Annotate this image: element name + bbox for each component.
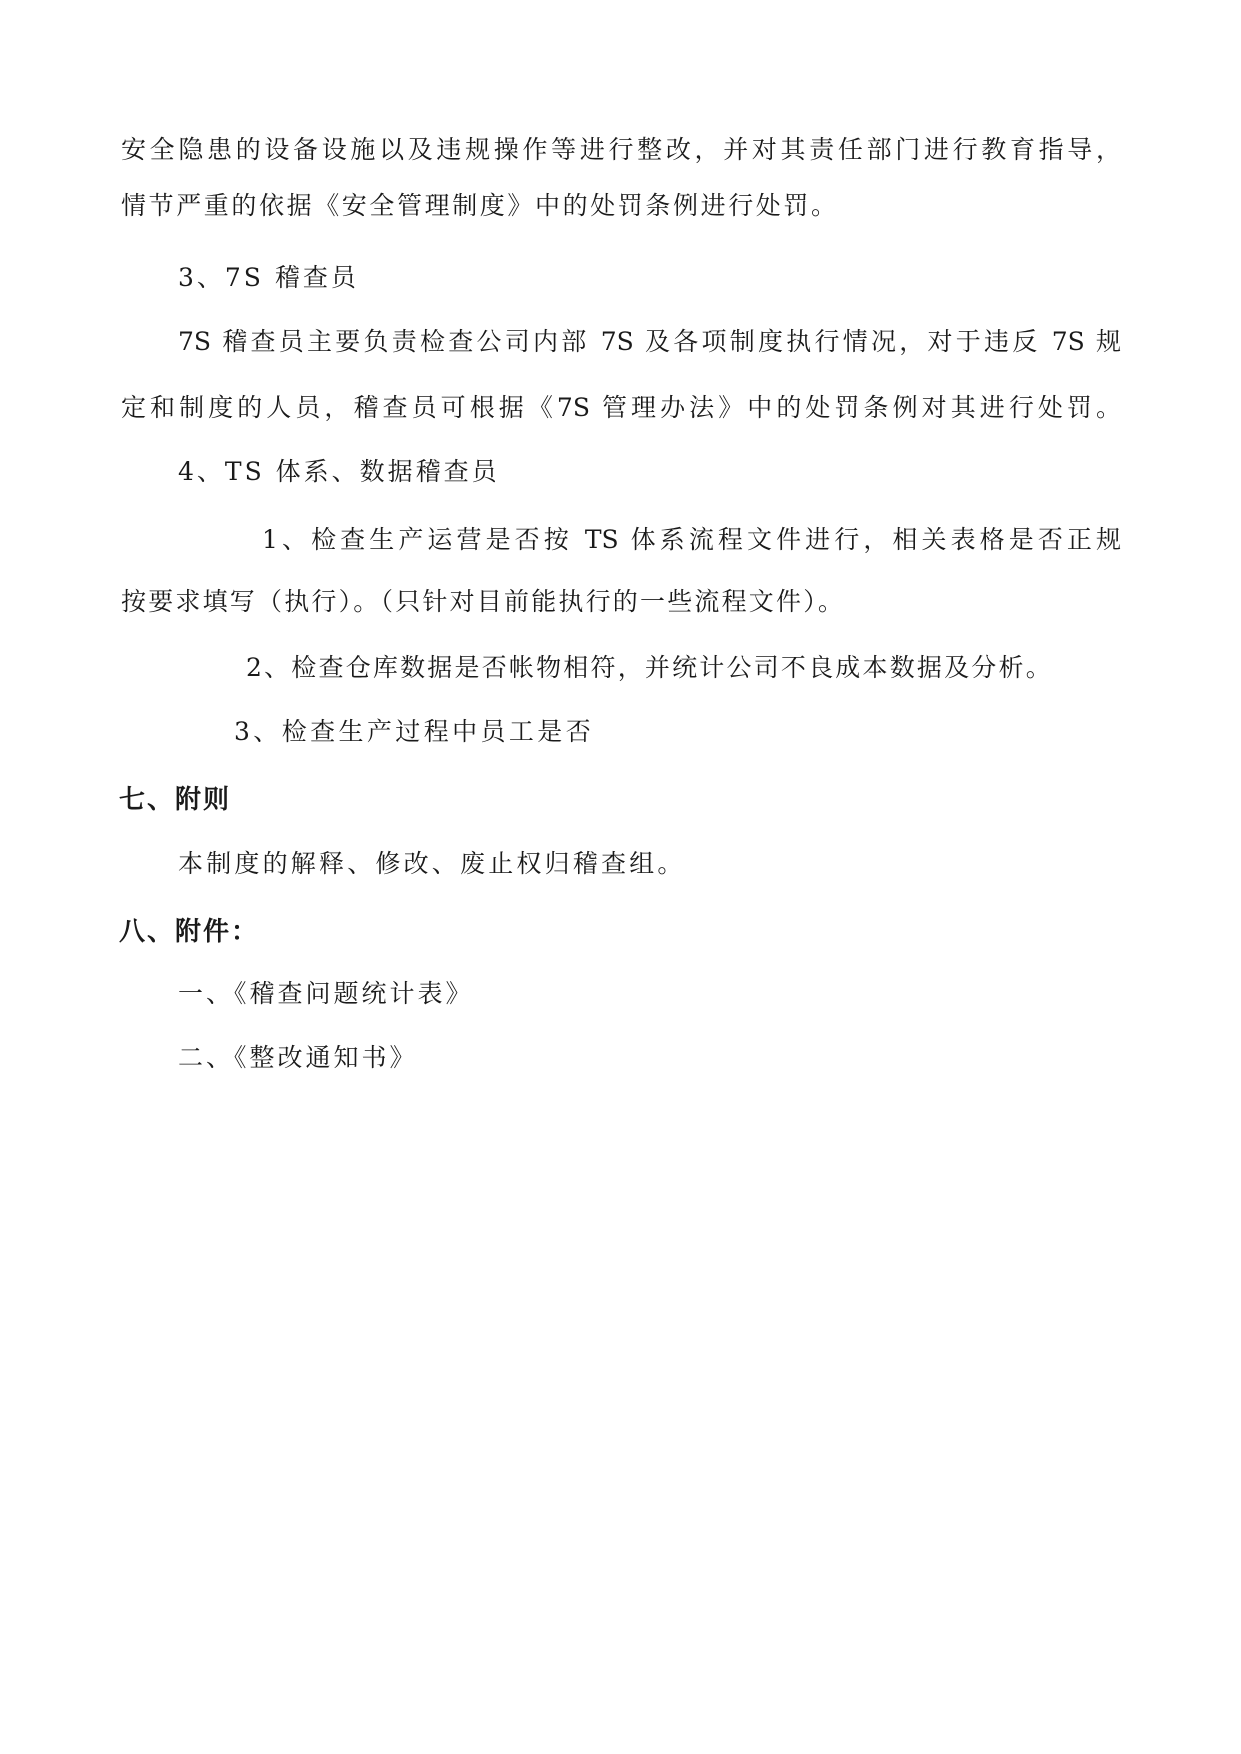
attachment-item: 二、《整改通知书》: [178, 1043, 418, 1072]
subsection-title: 3、7S 稽查员: [178, 263, 359, 292]
section-7-body: 本制度的解释、修改、废止权归稽查组。: [178, 849, 686, 878]
list-item: 3、检查生产过程中员工是否: [234, 717, 595, 746]
attachment-item: 一、《稽查问题统计表》: [178, 979, 474, 1008]
paragraph-line: 情节严重的依据《安全管理制度》中的处罚条例进行处罚。: [121, 191, 839, 220]
paragraph-line: 定和制度的人员，稽查员可根据《7S 管理办法》中的处罚条例对其进行处罚。: [121, 393, 1121, 422]
paragraph-line: 按要求填写（执行）。（只针对目前能执行的一些流程文件）。: [121, 587, 846, 616]
paragraph-line: 7S 稽查员主要负责检查公司内部 7S 及各项制度执行情况，对于违反 7S 规: [178, 327, 1121, 356]
list-item: 1、检查生产运营是否按 TS 体系流程文件进行，相关表格是否正规: [262, 525, 1121, 554]
paragraph-line: 安全隐患的设备设施以及违规操作等进行整改，并对其责任部门进行教育指导，: [121, 135, 1121, 164]
subsection-title: 4、TS 体系、数据稽查员: [178, 457, 500, 486]
section-heading-8: 八、附件：: [119, 917, 260, 947]
section-heading-7: 七、附则: [119, 785, 232, 815]
list-item: 2、检查仓库数据是否帐物相符，并统计公司不良成本数据及分析。: [246, 653, 1053, 682]
